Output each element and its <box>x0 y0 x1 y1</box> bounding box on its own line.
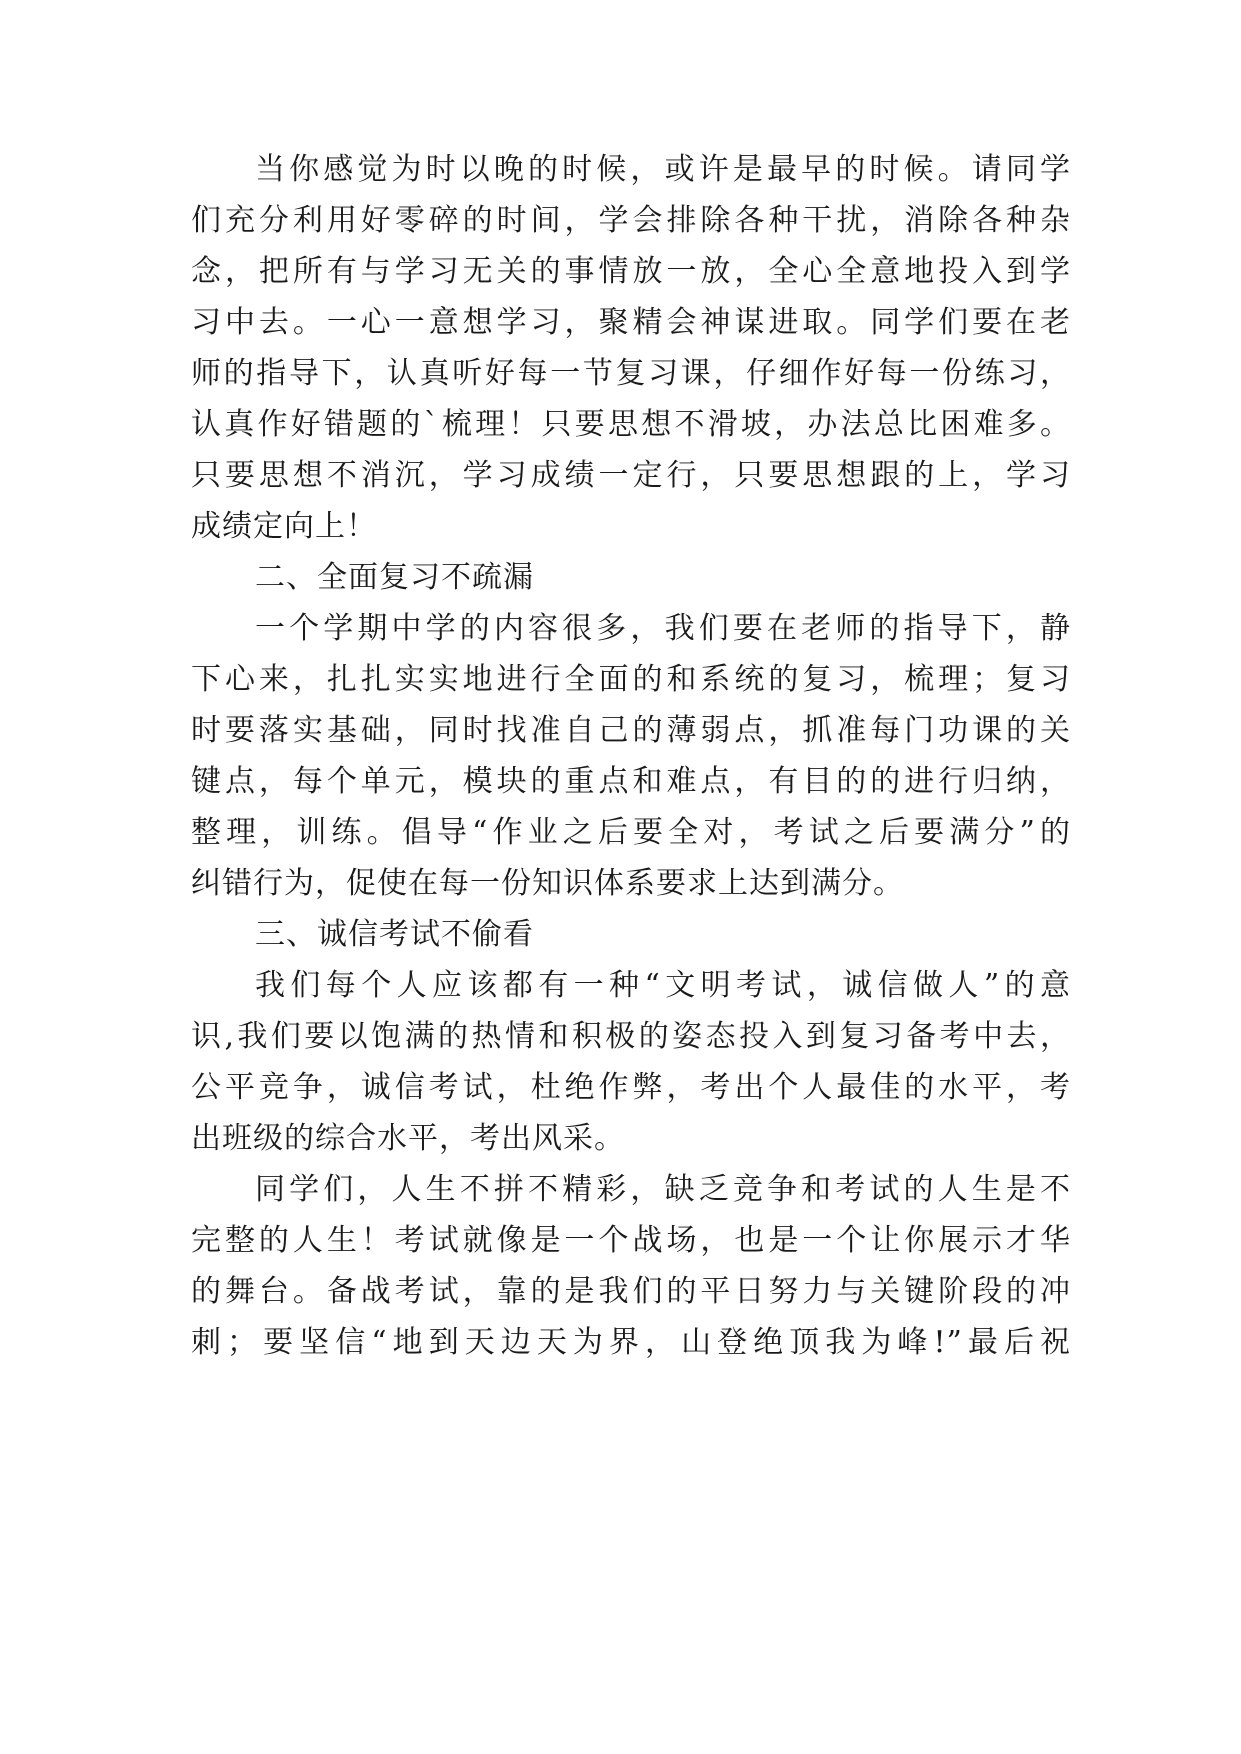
text-line: 的舞台。备战考试，靠的是我们的平日努力与关键阶段的冲 <box>191 1274 1071 1309</box>
section-heading: 二、全面复习不疏漏 <box>255 560 534 595</box>
text-line: 键点，每个单元，模块的重点和难点，有目的的进行归纳， <box>191 764 1071 799</box>
text-line: 认真作好错题的`梳理！只要思想不滑坡，办法总比困难多。 <box>191 407 1071 442</box>
section-heading: 三、诚信考试不偷看 <box>255 917 534 952</box>
text-line: 我们每个人应该都有一种“文明考试，诚信做人”的意 <box>255 968 1071 1003</box>
text-line: 纠错行为，促使在每一份知识体系要求上达到满分。 <box>191 866 904 901</box>
text-line: 当你感觉为时以晚的时候，或许是最早的时候。请同学 <box>255 152 1071 187</box>
text-line: 下心来，扎扎实实地进行全面的和系统的复习，梳理；复习 <box>191 662 1071 697</box>
text-line: 时要落实基础，同时找准自己的薄弱点，抓准每门功课的关 <box>191 713 1071 748</box>
text-line: 刺；要坚信“地到天边天为界，山登绝顶我为峰!”最后祝 <box>191 1325 1071 1360</box>
text-line: 念，把所有与学习无关的事情放一放，全心全意地投入到学 <box>191 254 1071 289</box>
text-line: 习中去。一心一意想学习，聚精会神谋进取。同学们要在老 <box>191 305 1071 340</box>
text-line: 成绩定向上！ <box>191 509 377 544</box>
text-line: 只要思想不消沉，学习成绩一定行，只要思想跟的上，学习 <box>191 458 1071 493</box>
text-line: 识,我们要以饱满的热情和积极的姿态投入到复习备考中去， <box>191 1019 1071 1054</box>
text-line: 师的指导下，认真听好每一节复习课，仔细作好每一份练习， <box>191 356 1071 391</box>
text-line: 公平竞争，诚信考试，杜绝作弊，考出个人最佳的水平，考 <box>191 1070 1071 1105</box>
text-line: 完整的人生！考试就像是一个战场，也是一个让你展示才华 <box>191 1223 1071 1258</box>
text-line: 一个学期中学的内容很多，我们要在老师的指导下，静 <box>255 611 1071 646</box>
text-line: 同学们，人生不拼不精彩，缺乏竞争和考试的人生是不 <box>255 1172 1071 1207</box>
text-line: 们充分利用好零碎的时间，学会排除各种干扰，消除各种杂 <box>191 203 1071 238</box>
text-line: 出班级的综合水平，考出风采。 <box>191 1121 625 1156</box>
text-line: 整理，训练。倡导“作业之后要全对，考试之后要满分”的 <box>191 815 1071 850</box>
